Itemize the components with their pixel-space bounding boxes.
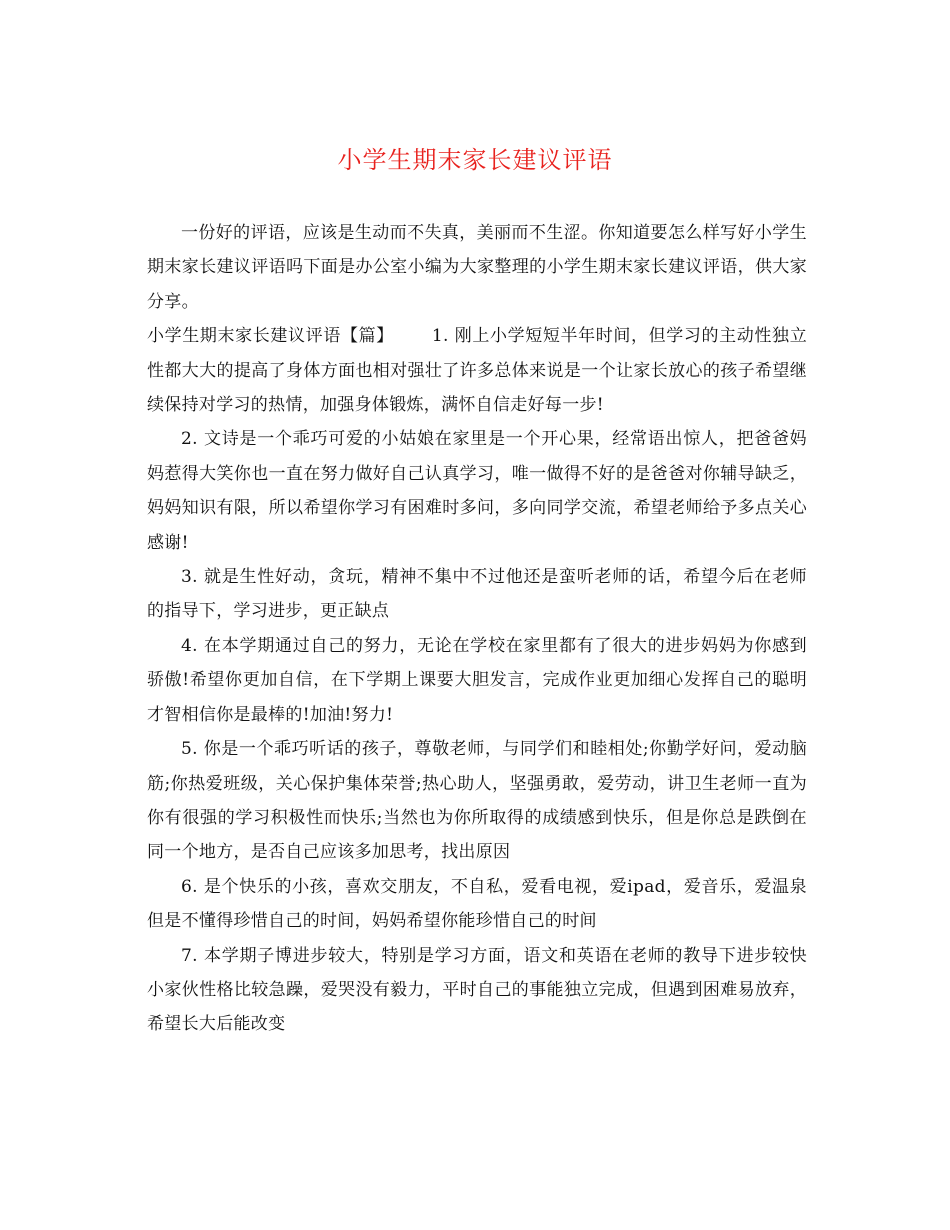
document-title: 小学生期末家长建议评语: [337, 146, 613, 174]
document-body: [147, 216, 807, 1042]
comment-item-6: 6. 是个快乐的小孩，喜欢交朋友，不自私，爱看电视，爱ipad，爱音乐，爱温泉但是不懂得珍惜自己的时间，妈妈希望你能珍惜自己的时间: [147, 876, 807, 932]
comment-item-3: 3. 就是生性好动，贪玩，精神不集中不过他还是蛮听老师的话，希望今后在老师的指导下，学习进步，更正缺点: [147, 567, 807, 622]
section-heading: 小学生期末家长建议评语【篇】: [147, 326, 394, 347]
intro-paragraph: 一份好的评语，应该是生动而不失真，美丽而不生涩。你知道要怎么样写好小学生期末家长建议评语吗下面是办公室小编为大家整理的小学生期末家长建议评语，供大家分享。: [147, 223, 807, 312]
comment-item-2: 2. 文诗是一个乖巧可爱的小姑娘在家里是一个开心果，经常语出惊人，把爸爸妈妈惹得大笑你也一直在努力做好自己认真学习，唯一做得不好的是爸爸对你辅导缺乏，妈妈知识有限，所以希望你学习有困难时多问，多向同学交流，希望老师给予多点关心感谢!: [147, 429, 807, 553]
comment-item-7: 7. 本学期子博进步较大，特别是学习方面，语文和英语在老师的教导下进步较快小家伙性格比较急躁，爱哭没有毅力，平时自己的事能独立完成，但遇到困难易放弃，希望长大后能改变: [147, 945, 807, 1035]
comment-item-5: 5. 你是一个乖巧听话的孩子，尊敬老师，与同学们和睦相处;你勤学好问，爱动脑筋;你热爱班级，关心保护集体荣誉;热心助人，坚强勇敢，爱劳动，讲卫生老师一直为你有很强的学习积极性而快乐;当然也为你所取得的成绩感到快乐，但是你总是跌倒在同一个地方，是否自己应该多加思考，找出原因: [147, 739, 807, 863]
comment-item-4: 4. 在本学期通过自己的努力，无论在学校在家里都有了很大的进步妈妈为你感到骄傲!希望你更加自信，在下学期上课要大胆发言，完成作业更加细心发挥自己的聪明才智相信你是最棒的!加油!努力!: [147, 635, 807, 725]
section-paragraph: [147, 319, 807, 422]
comment-item-1: 1. 刚上小学短短半年时间，但学习的主动性独立性都大大的提高了身体方面也相对强壮了许多总体来说是一个让家长放心的孩子希望继续保持对学习的热情，加强身体锻炼，满怀自信走好每一步!: [147, 326, 807, 416]
